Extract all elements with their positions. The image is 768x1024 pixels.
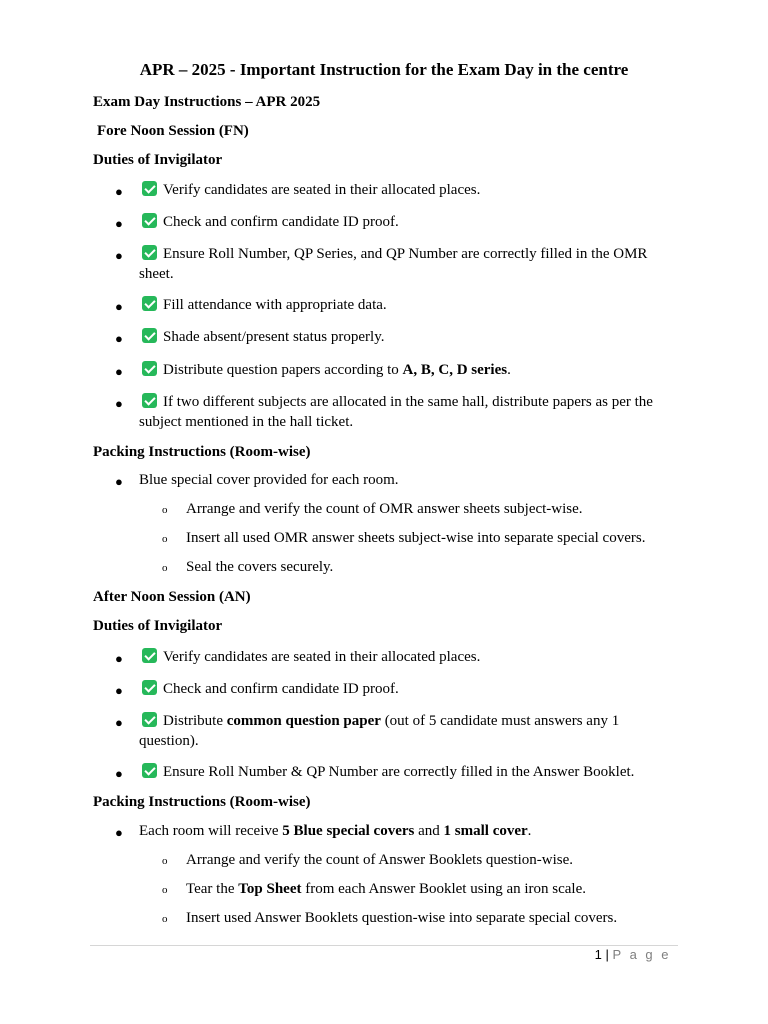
fn-duty-4: Fill attendance with appropriate data. <box>142 295 387 315</box>
check-mark-icon <box>142 296 157 311</box>
fn-packing-heading: Packing Instructions (Room-wise) <box>93 444 311 460</box>
bullet: ● <box>115 651 123 666</box>
an-duty-1: Verify candidates are seated in their allocated places. <box>142 647 480 667</box>
an-packing-sub-1: Arrange and verify the count of Answer Booklets question-wise. <box>186 852 573 868</box>
bullet: ● <box>115 248 123 263</box>
fn-duty-3: Ensure Roll Number, QP Series, and QP Number are correctly filled in the OMR <box>142 244 647 264</box>
bullet: ● <box>115 396 123 411</box>
check-mark-icon <box>142 680 157 695</box>
fn-duty-5: Shade absent/present status properly. <box>142 327 384 347</box>
sub-bullet: o <box>162 533 168 545</box>
bullet: ● <box>115 474 123 489</box>
bullet: ● <box>115 766 123 781</box>
an-packing-main: Each room will receive 5 Blue special covers and 1 small cover. <box>139 823 532 839</box>
bullet: ● <box>115 331 123 346</box>
an-duty-3: Distribute common question paper (out of 5 candidate must answers any 1 <box>142 711 619 731</box>
exam-day-heading: Exam Day Instructions – APR 2025 <box>93 94 321 110</box>
bullet: ● <box>115 184 123 199</box>
check-mark-icon <box>142 181 157 196</box>
fn-duty-7: If two different subjects are allocated in the same hall, distribute papers as per the <box>142 392 653 412</box>
fn-duties-heading: Duties of Invigilator <box>93 152 223 168</box>
check-mark-icon <box>142 393 157 408</box>
sub-bullet: o <box>162 504 168 516</box>
fn-duty-7-cont: subject mentioned in the hall ticket. <box>139 414 354 430</box>
an-duties-heading: Duties of Invigilator <box>93 618 223 634</box>
check-mark-icon <box>142 328 157 343</box>
page-footer <box>595 947 671 962</box>
an-duty-4: Ensure Roll Number & QP Number are correctly filled in the Answer Booklet. <box>142 762 634 782</box>
fn-packing-sub-3: Seal the covers securely. <box>186 559 334 575</box>
check-mark-icon <box>142 712 157 727</box>
fn-duty-1: Verify candidates are seated in their allocated places. <box>142 180 480 200</box>
footer-divider <box>90 945 678 946</box>
check-mark-icon <box>142 213 157 228</box>
document-title: APR – 2025 - Important Instruction for the Exam Day in the centre <box>139 60 629 79</box>
fn-packing-sub-2: Insert all used OMR answer sheets subject-wise into separate special covers. <box>186 530 646 546</box>
check-mark-icon <box>142 245 157 260</box>
page-label: P a g e <box>612 947 671 962</box>
sub-bullet: o <box>162 855 168 867</box>
check-mark-icon <box>142 648 157 663</box>
fn-duty-2: Check and confirm candidate ID proof. <box>142 212 399 232</box>
fn-packing-sub-1: Arrange and verify the count of OMR answer sheets subject-wise. <box>186 501 583 517</box>
bullet: ● <box>115 683 123 698</box>
an-session-heading: After Noon Session (AN) <box>93 589 251 605</box>
bullet: ● <box>115 715 123 730</box>
page-number: 1 <box>594 947 602 962</box>
an-packing-sub-2: Tear the Top Sheet from each Answer Booklet using an iron scale. <box>186 881 586 897</box>
sub-bullet: o <box>162 884 168 896</box>
bullet: ● <box>115 364 123 379</box>
an-duty-3-cont: question). <box>139 733 199 749</box>
fn-duty-3-cont: sheet. <box>139 266 174 282</box>
fn-session-heading: Fore Noon Session (FN) <box>97 123 249 139</box>
bullet: ● <box>115 825 123 840</box>
an-duty-2: Check and confirm candidate ID proof. <box>142 679 399 699</box>
check-mark-icon <box>142 763 157 778</box>
an-packing-sub-3: Insert used Answer Booklets question-wise into separate special covers. <box>186 910 618 926</box>
sub-bullet: o <box>162 562 168 574</box>
fn-packing-main: Blue special cover provided for each room. <box>139 472 399 488</box>
sub-bullet: o <box>162 913 168 925</box>
page-separator: | <box>605 947 609 962</box>
fn-duty-6: Distribute question papers according to A, B, C, D series. <box>142 360 511 380</box>
check-mark-icon <box>142 361 157 376</box>
bullet: ● <box>115 299 123 314</box>
an-packing-heading: Packing Instructions (Room-wise) <box>93 794 311 810</box>
bullet: ● <box>115 216 123 231</box>
